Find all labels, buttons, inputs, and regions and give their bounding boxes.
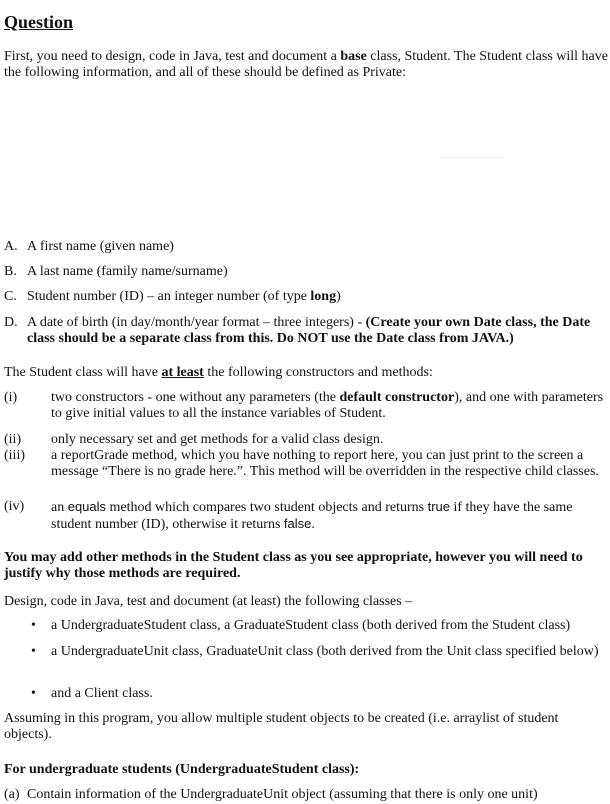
method-text-iii: a reportGrade method, which you have nothing to report here, you can just print to the screen a message “There is no grade here.”. This method will be overridden in the respective child classes. — [51, 448, 599, 479]
note-bold: You may add other methods in the Student class as you see appropriate, however you will need to justify why those methods are required. — [4, 550, 583, 581]
method-label-i: (i) — [4, 390, 18, 405]
method-iv-text-1: an — [51, 500, 68, 515]
bullet-text-2: a UndergraduateUnit class, GraduateUnit class (both derived from the Unit class specified below) — [51, 644, 599, 659]
field-label-b: B. — [4, 264, 17, 279]
field-text-c — [27, 289, 341, 305]
class-bullet-list — [4, 618, 610, 708]
field-c-tail: ) — [336, 289, 341, 304]
intro-text-1: First, you need to design, code in Java, test and document a — [4, 49, 341, 64]
field-label-a: A. — [4, 239, 18, 254]
method-text-i — [51, 390, 606, 422]
method-i-bold: default constructor — [339, 390, 455, 405]
method-label-ii: (ii) — [4, 432, 22, 447]
field-text-d — [27, 315, 605, 347]
method-iv-code-true: true — [427, 499, 450, 514]
methods-intro-underline: at least — [161, 365, 204, 380]
undergraduate-item — [4, 787, 610, 804]
methods-intro-2: the following constructors and methods: — [203, 365, 433, 380]
field-c-text: Student number (ID) – an integer number (of type — [27, 289, 311, 304]
bullet-text-3: and a Client class. — [51, 686, 153, 701]
ug-item-label: (a) — [4, 787, 20, 802]
method-iv-code-equals: equals — [67, 499, 107, 514]
field-label-d: D. — [4, 315, 18, 330]
field-c-bold: long — [310, 289, 337, 304]
bullet-dot-2: • — [31, 644, 36, 659]
design-intro: Design, code in Java, test and document (at least) the following classes – — [4, 594, 413, 609]
intro-text-2: class, Student. The Student class will have the following information, and all of these should be defined as Private: — [4, 49, 608, 80]
methods-list — [4, 390, 610, 535]
field-d-bold: (Create your own Date class, the Date class should be a separate class from this. Do NOT use the Date class from JAVA.) — [27, 315, 591, 346]
intro-base-bold: base — [340, 49, 367, 64]
method-label-iii: (iii) — [4, 448, 25, 463]
undergraduate-heading: For undergraduate students (UndergraduateStudent class): — [4, 762, 360, 777]
faint-divider — [440, 157, 502, 158]
method-i-text-2: ), and one with parameters to give initial values to all the instance variables of Student. — [51, 390, 604, 421]
bullet-dot-3: • — [31, 686, 36, 701]
field-label-c: C. — [4, 289, 17, 304]
methods-intro — [4, 365, 608, 381]
field-text-a: A first name (given name) — [27, 239, 174, 254]
method-label-iv: (iv) — [4, 499, 25, 514]
method-i-text-1: two constructors - one without any parameters (the — [51, 390, 340, 405]
ug-item-text: Contain information of the UndergraduateUnit object (assuming that there is only one unit) — [27, 787, 538, 802]
methods-intro-1: The Student class will have — [4, 365, 162, 380]
method-text-ii: only necessary set and get methods for a valid class design. — [51, 432, 384, 447]
bullet-text-1: a UndergraduateStudent class, a GraduateStudent class (both derived from the Student class) — [51, 618, 571, 633]
method-iv-text-4: . — [311, 517, 315, 532]
field-text-b: A last name (family name/surname) — [27, 264, 228, 279]
method-text-iv — [51, 499, 606, 533]
question-title: Question — [4, 12, 74, 32]
field-d-text: A date of birth (in day/month/year format – three integers) - — [27, 315, 366, 330]
field-list — [4, 239, 610, 349]
method-iv-text-3: if they have the same student number (ID), otherwise it returns — [51, 500, 573, 532]
intro-paragraph — [4, 49, 608, 81]
bullet-dot-1: • — [31, 618, 36, 633]
method-iv-text-2: method which compares two student objects and returns — [106, 500, 428, 515]
assuming-paragraph: Assuming in this program, you allow multiple student objects to be created (i.e. arraylist of student objects). — [4, 711, 559, 742]
method-iv-code-false: false — [283, 516, 312, 531]
